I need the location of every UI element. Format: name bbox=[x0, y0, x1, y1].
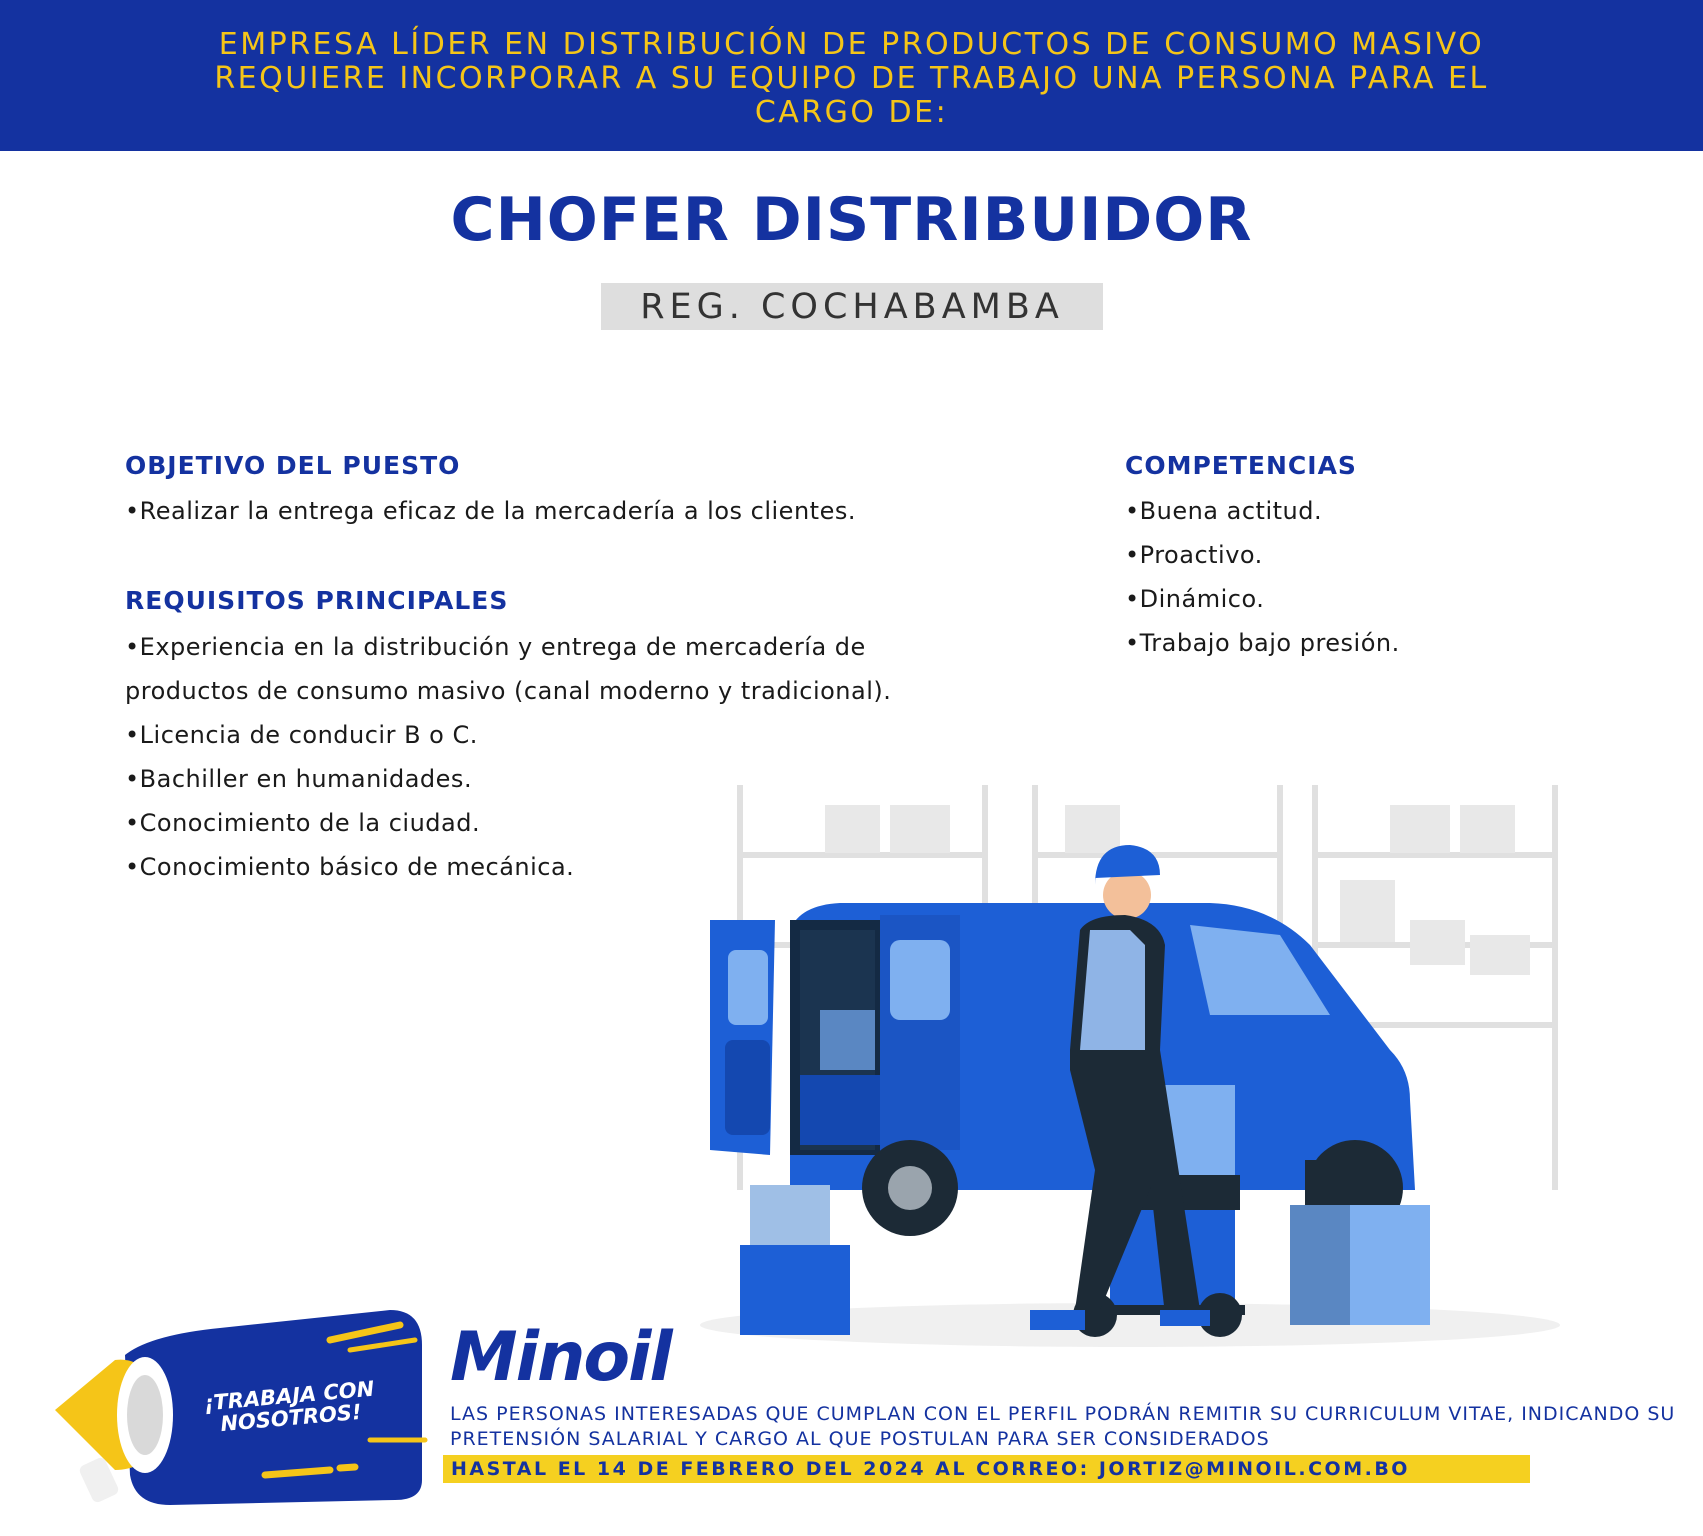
requirement-item: • Licencia de conducir B o C. bbox=[125, 713, 905, 757]
competency-item: • Proactivo. bbox=[1125, 533, 1625, 577]
competency-item: • Trabajo bajo presión. bbox=[1125, 621, 1625, 665]
region-badge: REG. COCHABAMBA bbox=[601, 283, 1103, 330]
objective-list bbox=[125, 489, 945, 533]
requirements-title: REQUISITOS PRINCIPALES bbox=[125, 586, 509, 615]
job-title: CHOFER DISTRIBUIDOR bbox=[450, 185, 1253, 255]
requirement-item: • Bachiller en humanidades. bbox=[125, 757, 905, 801]
top-banner bbox=[0, 0, 1703, 151]
competency-item: • Buena actitud. bbox=[1125, 489, 1625, 533]
objective-item: • Realizar la entrega eficaz de la mercadería a los clientes. bbox=[125, 489, 945, 533]
competency-item: • Dinámico. bbox=[1125, 577, 1625, 621]
competencies-list bbox=[1125, 489, 1625, 665]
requirement-item: • Experiencia en la distribución y entrega de mercadería de productos de consumo masivo (canal moderno y tradicional). bbox=[125, 625, 905, 713]
requirement-item: • Conocimiento de la ciudad. bbox=[125, 801, 905, 845]
delivery-van-illustration bbox=[690, 770, 1580, 1370]
brand-logo: Minoil bbox=[450, 1318, 671, 1397]
objective-title: OBJETIVO DEL PUESTO bbox=[125, 451, 461, 480]
requirement-item: • Conocimiento básico de mecánica. bbox=[125, 845, 905, 889]
deadline-bar: HASTAL EL 14 DE FEBRERO DEL 2024 AL CORREO: JORTIZ@MINOIL.COM.BO bbox=[443, 1455, 1530, 1483]
megaphone-slogan: ¡TRABAJA CON NOSOTROS! bbox=[202, 1376, 376, 1437]
announcement-text: EMPRESA LÍDER EN DISTRIBUCIÓN DE PRODUCTOS DE CONSUMO MASIVO REQUIERE INCORPORAR A SU EQUIPO DE TRABAJO UNA PERSONA PARA EL CARGO DE: bbox=[214, 27, 1489, 130]
application-instructions: LAS PERSONAS INTERESADAS QUE CUMPLAN CON EL PERFIL PODRÁN REMITIR SU CURRICULUM VITAE, INDICANDO SU PRETENSIÓN SALARIAL Y CARGO AL QUE POSTULAN PARA SER CONSIDERADOS bbox=[450, 1403, 1676, 1450]
competencies-title: COMPETENCIAS bbox=[1125, 451, 1357, 480]
